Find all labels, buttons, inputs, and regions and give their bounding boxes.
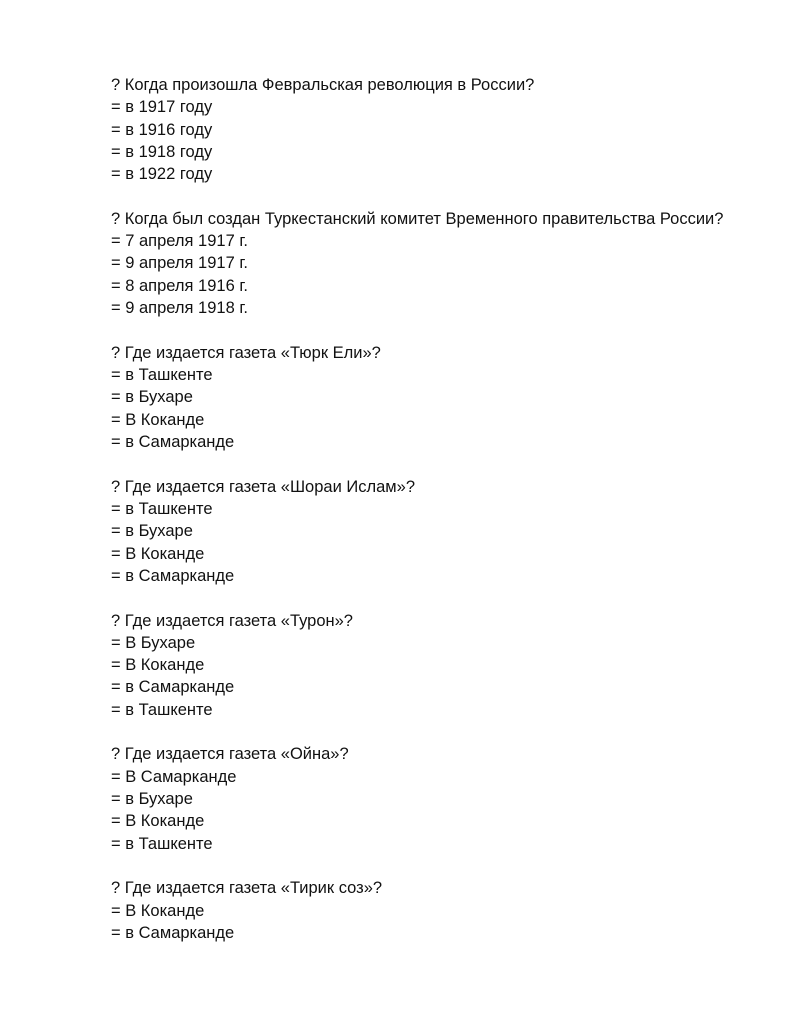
answer-option: = В Коканде bbox=[111, 656, 205, 675]
answer-option: = 8 апреля 1916 г. bbox=[111, 276, 248, 295]
answer-option: = в Самарканде bbox=[111, 923, 235, 942]
document-page bbox=[111, 74, 771, 967]
answer-option: = В Коканде bbox=[111, 410, 205, 429]
answer-option: = в Ташкенте bbox=[111, 366, 213, 385]
answer-option: = В Коканде bbox=[111, 544, 205, 563]
question-block bbox=[111, 476, 771, 587]
answer-option: = в 1917 году bbox=[111, 98, 213, 117]
question-block bbox=[111, 877, 771, 944]
question-text: ? Где издается газета «Тирик соз»? bbox=[111, 879, 383, 898]
answer-option: = в Ташкенте bbox=[111, 834, 213, 853]
answer-option: = в 1916 году bbox=[111, 120, 213, 139]
question-block bbox=[111, 342, 771, 453]
answer-option: = в Самарканде bbox=[111, 432, 235, 451]
question-text: ? Когда произошла Февральская революция в России? bbox=[111, 76, 535, 94]
question-text: ? Когда был создан Туркестанский комитет Временного правительства России? bbox=[111, 209, 724, 228]
answer-option: = 7 апреля 1917 г. bbox=[111, 232, 248, 251]
answer-option: = в Самарканде bbox=[111, 566, 235, 585]
answer-option: = В Коканде bbox=[111, 812, 205, 831]
answer-option: = в 1922 году bbox=[111, 165, 213, 184]
question-text: ? Где издается газета «Шораи Ислам»? bbox=[111, 477, 416, 496]
answer-option: = в Самарканде bbox=[111, 678, 235, 697]
question-block bbox=[111, 74, 771, 185]
answer-option: = 9 апреля 1917 г. bbox=[111, 254, 248, 273]
answer-option: = в Бухаре bbox=[111, 789, 193, 808]
question-text: ? Где издается газета «Ойна»? bbox=[111, 745, 349, 764]
question-text: ? Где издается газета «Тюрк Ели»? bbox=[111, 343, 381, 362]
question-block bbox=[111, 208, 771, 319]
question-block bbox=[111, 743, 771, 854]
answer-option: = в Бухаре bbox=[111, 388, 193, 407]
answer-option: = 9 апреля 1918 г. bbox=[111, 299, 248, 318]
answer-option: = В Коканде bbox=[111, 901, 205, 920]
answer-option: = в Ташкенте bbox=[111, 499, 213, 518]
question-text: ? Где издается газета «Турон»? bbox=[111, 611, 353, 630]
answer-option: = В Самарканде bbox=[111, 767, 237, 786]
answer-option: = в Бухаре bbox=[111, 522, 193, 541]
answer-option: = в 1918 году bbox=[111, 142, 213, 161]
answer-option: = В Бухаре bbox=[111, 633, 196, 652]
question-block bbox=[111, 610, 771, 721]
answer-option: = в Ташкенте bbox=[111, 700, 213, 719]
